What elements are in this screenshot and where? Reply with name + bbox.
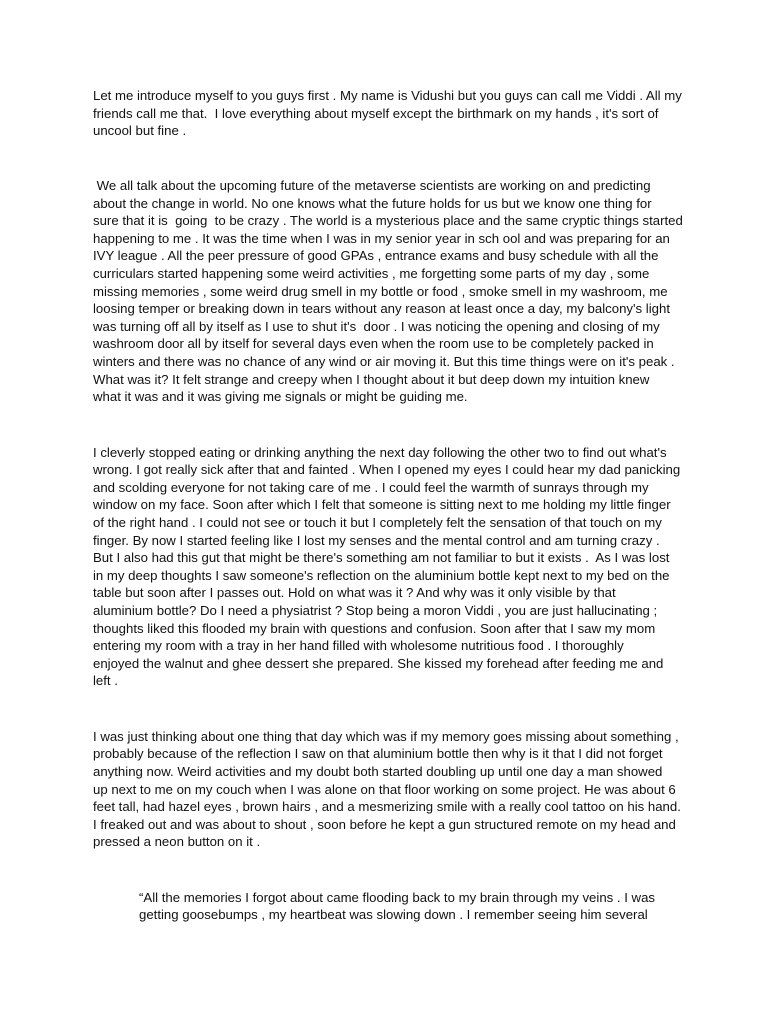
text-line: curriculars started happening some weird activities , me forgetting some parts of my day , some xyxy=(93,266,650,281)
text-line: We all talk about the upcoming future of the metaverse scientists are working on and predicting xyxy=(93,178,651,193)
text-line: about the change in world. No one knows what the future holds for us but we know one thing for xyxy=(93,196,652,211)
text-line: getting goosebumps , my heartbeat was slowing down . I remember seeing him several xyxy=(139,907,648,922)
text-line: washroom door all by itself for several days even when the room use to be completely packed in xyxy=(93,336,654,351)
text-line: entering my room with a tray in her hand filled with wholesome nutritious food . I thoroughly xyxy=(93,638,624,653)
text-line: aluminium bottle? Do I need a physiatrist ? Stop being a moron Viddi , you are just hallucinating ; xyxy=(93,603,658,618)
text-line: anything now. Weird activities and my doubt both started doubling up until one day a man showed xyxy=(93,764,663,779)
text-line: was turning off all by itself as I use to shut it's door . I was noticing the opening and closing of my xyxy=(93,319,660,334)
text-line: I was just thinking about one thing that day which was if my memory goes missing about something , xyxy=(93,729,679,744)
text-line: loosing temper or breaking down in tears without any reason at least once a day, my balcony's light xyxy=(93,301,670,316)
text-line: window on my face. Soon after which I felt that someone is sitting next to me holding my little finger xyxy=(93,497,671,512)
text-line: uncool but fine . xyxy=(93,123,187,138)
text-line: missing memories , some weird drug smell in my bottle or food , smoke smell in my washroom, me xyxy=(93,284,668,299)
text-line: winters and there was no chance of any wind or air moving it. But this time things were on it's peak . xyxy=(93,354,675,369)
text-line: Let me introduce myself to you guys first . My name is Vidushi but you guys can call me Viddi . All my xyxy=(93,88,682,103)
text-line: friends call me that. I love everything about myself except the birthmark on my hands , it's sort of xyxy=(93,106,659,121)
text-line: what it was and it was giving me signals or might be guiding me. xyxy=(93,389,468,404)
text-line: I freaked out and was about to shout , soon before he kept a gun structured remote on my head and xyxy=(93,817,676,832)
text-line: feet tall, had hazel eyes , brown hairs , and a mesmerizing smile with a really cool tattoo on his hand. xyxy=(93,799,681,814)
text-line: What was it? It felt strange and creepy when I thought about it but deep down my intuition knew xyxy=(93,372,650,387)
text-line: sure that it is going to be crazy . The world is a mysterious place and the same cryptic things started xyxy=(93,213,683,228)
text-line: table but soon after I passes out. Hold on what was it ? And why was it only visible by that xyxy=(93,585,616,600)
text-line: happening to me . It was the time when I was in my senior year in sch ool and was preparing for an xyxy=(93,231,670,246)
text-line: up next to me on my couch when I was alone on that floor working on some project. He was about 6 xyxy=(93,782,676,797)
text-line: finger. By now I started feeling like I lost my senses and the mental control and am turning crazy . xyxy=(93,533,660,548)
text-line: and scolding everyone for not taking care of me . I could feel the warmth of sunrays through my xyxy=(93,480,649,495)
text-line: I cleverly stopped eating or drinking anything the next day following the other two to find out what's xyxy=(93,445,667,460)
text-line: pressed a neon button on it . xyxy=(93,834,261,849)
text-line: of the right hand . I could not see or touch it but I completely felt the sensation of that touch on my xyxy=(93,515,662,530)
text-line: IVY league . All the peer pressure of good GPAs , entrance exams and busy schedule with all the xyxy=(93,248,659,263)
text-line: left . xyxy=(93,673,118,688)
text-line: But I also had this gut that might be there's something am not familiar to but it exists . As I was lost xyxy=(93,550,670,565)
text-line: thoughts liked this flooded my brain with questions and confusion. Soon after that I saw my mom xyxy=(93,621,656,636)
text-line: “All the memories I forgot about came flooding back to my brain through my veins . I was xyxy=(139,890,656,905)
text-line: probably because of the reflection I saw on that aluminium bottle then why is it that I did not forget xyxy=(93,746,663,761)
text-line: enjoyed the walnut and ghee dessert she prepared. She kissed my forehead after feeding me and xyxy=(93,656,664,671)
text-line: in my deep thoughts I saw someone's reflection on the aluminium bottle kept next to my bed on the xyxy=(93,568,670,583)
text-line: wrong. I got really sick after that and fainted . When I opened my eyes I could hear my dad panicking xyxy=(93,462,681,477)
